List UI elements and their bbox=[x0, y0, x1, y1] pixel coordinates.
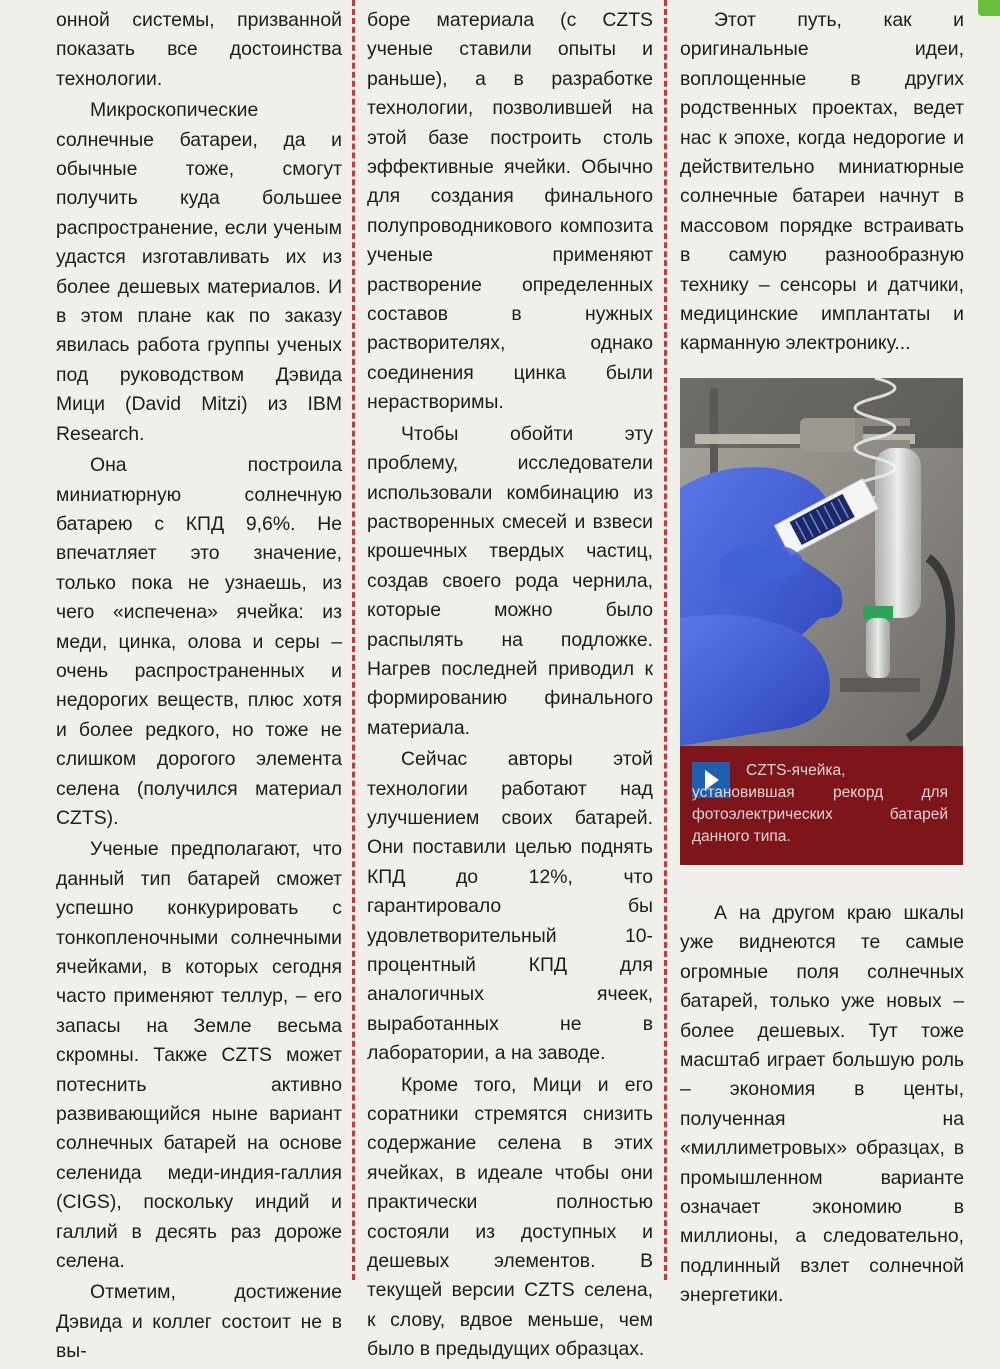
paragraph: Этот путь, как и оригинальные идеи, воплощенные в других родственных проектах, ведет нас к эпохе, когда недорогие и действительно миниатюрные солнечные батареи начнут в массовом порядке встраивать в самую разнообразную технику – сенсоры и датчики, медицинские имплантаты и карманную электронику... bbox=[680, 9, 964, 355]
column-divider bbox=[352, 0, 355, 1280]
paragraph: боре материала (с CZTS ученые ставили опыты и раньше), а в разработке технологии, позволившей на этой базе построить столь эффективные ячейки. Обычно для создания финального полупроводникового композита ученые применяют растворение определенных составов в нужных растворителях, однако соединения цинка были нерастворимы. bbox=[367, 9, 653, 414]
paragraph: Ученые предполагают, что данный тип батарей сможет успешно конкурировать с тонкопленочными солнечными ячейками, в которых сегодня часто применяют теллур, – его запасы на Земле весьма скромны. Также CZTS может потеснить активно развивающийся ныне вариант солнечных батарей на основе селенида меди-индия-галлия (CIGS), поскольку индий и галлий в десять раз дороже селена. bbox=[56, 838, 342, 1273]
photo-caption bbox=[680, 746, 963, 865]
corner-tab bbox=[978, 0, 1000, 16]
lab-scene-illustration bbox=[680, 378, 963, 746]
paragraph: Сейчас авторы этой технологии работают над улучшением своих батарей. Они поставили целью поднять КПД до 12%, что гарантировало бы удовлетворительный 10-процентный КПД для аналогичных ячеек, выработанных не в лаборатории, а на заводе. bbox=[367, 748, 653, 1065]
paragraph: онной системы, призванной показать все достоинства технологии. bbox=[56, 9, 342, 90]
figure bbox=[680, 378, 963, 865]
paragraph: Она построила миниатюрную солнечную батарею с КПД 9,6%. Не впечатляет это значение, только пока не узнаешь, из чего «испечена» ячейка: из меди, цинка, олова и серы – очень распространенных и недорогих веществ, плюс хотя и более редкого, но тоже не слишком дорогого элемента селена (получился материал CZTS). bbox=[56, 454, 342, 829]
caption-text: CZTS-ячейка, установившая рекорд для фотоэлектрических батарей данного типа. bbox=[692, 762, 948, 845]
paragraph: Отметим, достижение Дэвида и коллег состоит не в вы- bbox=[56, 1281, 342, 1363]
article-column-2 bbox=[367, 6, 653, 1367]
column-divider bbox=[664, 0, 667, 1280]
czts-cell-photo bbox=[680, 378, 963, 746]
paragraph: А на другом краю шкалы уже виднеются те самые огромные поля солнечных батарей, только уже новых – более дешевых. Тут тоже масштаб играет большую роль – экономия в центы, полученная на «миллиметровых» образцах, в промышленном варианте означает экономию в миллионы, а следовательно, подлинный взлет солнечной энергетики. bbox=[680, 901, 964, 1307]
paragraph: Кроме того, Мици и его соратники стремятся снизить содержание селена в этих ячейках, в идеале чтобы они практически полностью состояли из доступных и дешевых элементов. В текущей версии CZTS селена, к слову, вдвое меньше, чем было в предыдущих образцах. bbox=[367, 1073, 653, 1361]
article-column-1 bbox=[56, 6, 342, 1369]
paragraph: Микроскопические солнечные батареи, да и обычные тоже, смогут получить куда большее распространение, если ученым удастся изготавливать их из более дешевых материалов. И в этом плане как по заказу явилась работа группы ученых под руководством Дэвида Мици (David Mitzi) из IBM Research. bbox=[56, 99, 342, 445]
paragraph: Чтобы обойти эту проблему, исследователи использовали комбинацию из растворенных смесей и взвеси крошечных твердых частиц, создав своего рода чернила, которые можно было распылять на подложке. Нагрев последней приводил к формированию финального материала. bbox=[367, 422, 653, 739]
